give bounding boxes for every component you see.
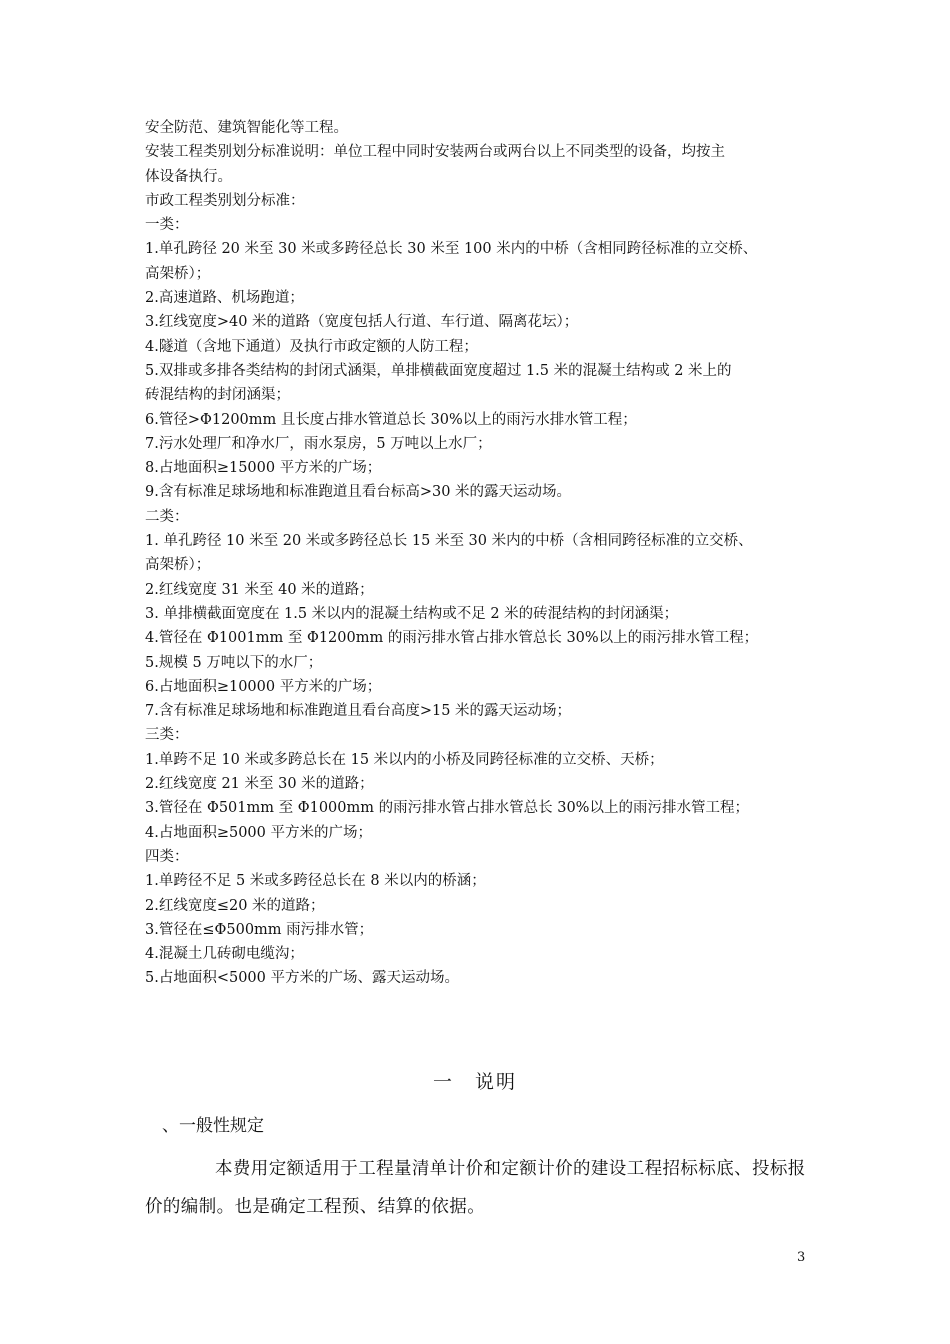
- text-line: 1.单孔跨径 20 米至 30 米或多跨径总长 30 米至 100 米内的中桥（含相同跨径标准的立交桥、: [145, 241, 758, 258]
- text-line: 2.红线宽度 21 米至 30 米的道路；: [145, 776, 374, 793]
- text-line: 6.占地面积≥10000 平方米的广场；: [145, 678, 382, 695]
- text-line: 市政工程类别划分标准：: [145, 192, 305, 209]
- text-line: 安装工程类别划分标准说明：单位工程中同时安装两台或两台以上不同类型的设备，均按主: [145, 144, 725, 161]
- text-line: 8.占地面积≥15000 平方米的广场；: [145, 460, 382, 477]
- text-line: 1.单跨不足 10 米或多跨总长在 15 米以内的小桥及同跨径标准的立交桥、天桥；: [145, 751, 664, 768]
- text-line: 3.管径在≤Φ500mm 雨污排水管；: [145, 921, 374, 938]
- subsection-heading: 、一般性规定: [162, 1116, 264, 1136]
- text-line: 3. 单排横截面宽度在 1.5 米以内的混凝土结构或不足 2 米的砖混结构的封闭涵渠；: [145, 605, 679, 622]
- text-line: 5.规模 5 万吨以下的水厂；: [145, 654, 323, 671]
- text-line: 5.占地面积<5000 平方米的广场、露天运动场。: [145, 970, 459, 987]
- text-line: 砖混结构的封闭涵渠；: [145, 387, 290, 404]
- text-line: 4.隧道（含地下通道）及执行市政定额的人防工程；: [145, 338, 478, 355]
- body-paragraph: 本费用定额适用于工程量清单计价和定额计价的建设工程招标标底、投标报价的编制。也是确定工程预、结算的依据。: [145, 1159, 806, 1217]
- text-line: 3.管径在 Φ501mm 至 Φ1000mm 的雨污排水管占排水管总长 30%以上的雨污排水管工程；: [145, 800, 749, 817]
- text-line: 1. 单孔跨径 10 米至 20 米或多跨径总长 15 米至 30 米内的中桥（含相同跨径标准的立交桥、: [145, 533, 753, 550]
- text-line: 5.双排或多排各类结构的封闭式涵渠，单排横截面宽度超过 1.5 米的混凝土结构或 2 米上的: [145, 362, 732, 379]
- text-line: 四类：: [145, 848, 189, 865]
- text-line: 2.红线宽度 31 米至 40 米的道路；: [145, 581, 374, 598]
- text-line: 7.含有标准足球场地和标准跑道且看台高度>15 米的露天运动场；: [145, 703, 572, 720]
- text-line: 7.污水处理厂和净水厂，雨水泵房，5 万吨以上水厂；: [145, 435, 492, 452]
- section-title: 一 说明: [432, 1071, 517, 1093]
- page-number: 3: [797, 1250, 806, 1265]
- text-line: 3.红线宽度>40 米的道路（宽度包括人行道、车行道、隔离花坛）；: [145, 314, 579, 331]
- text-line: 高架桥）；: [145, 265, 211, 282]
- text-line: 2.红线宽度≤20 米的道路；: [145, 897, 325, 914]
- text-line: 体设备执行。: [145, 168, 232, 185]
- text-line: 6.管径>Φ1200mm 且长度占排水管道总长 30%以上的雨污水排水管工程；: [145, 411, 637, 428]
- text-line: 高架桥）；: [145, 557, 211, 574]
- text-line: 4.占地面积≥5000 平方米的广场；: [145, 824, 372, 841]
- classification-text-block: [145, 116, 820, 991]
- text-line: 2.高速道路、机场跑道；: [145, 290, 304, 307]
- text-line: 4.管径在 Φ1001mm 至 Φ1200mm 的雨污排水管占排水管总长 30%以上的雨污排水管工程；: [145, 630, 759, 647]
- text-line: 4.混凝土几砖砌电缆沟；: [145, 946, 304, 963]
- text-line: 三类：: [145, 727, 189, 744]
- text-line: 安全防范、建筑智能化等工程。: [145, 120, 348, 136]
- text-line: 9.含有标准足球场地和标准跑道且看台标高>30 米的露天运动场。: [145, 484, 572, 501]
- text-line: 1.单跨径不足 5 米或多跨径总长在 8 米以内的桥涵；: [145, 873, 486, 890]
- text-line: 一类：: [145, 217, 189, 234]
- text-line: 二类：: [145, 508, 189, 525]
